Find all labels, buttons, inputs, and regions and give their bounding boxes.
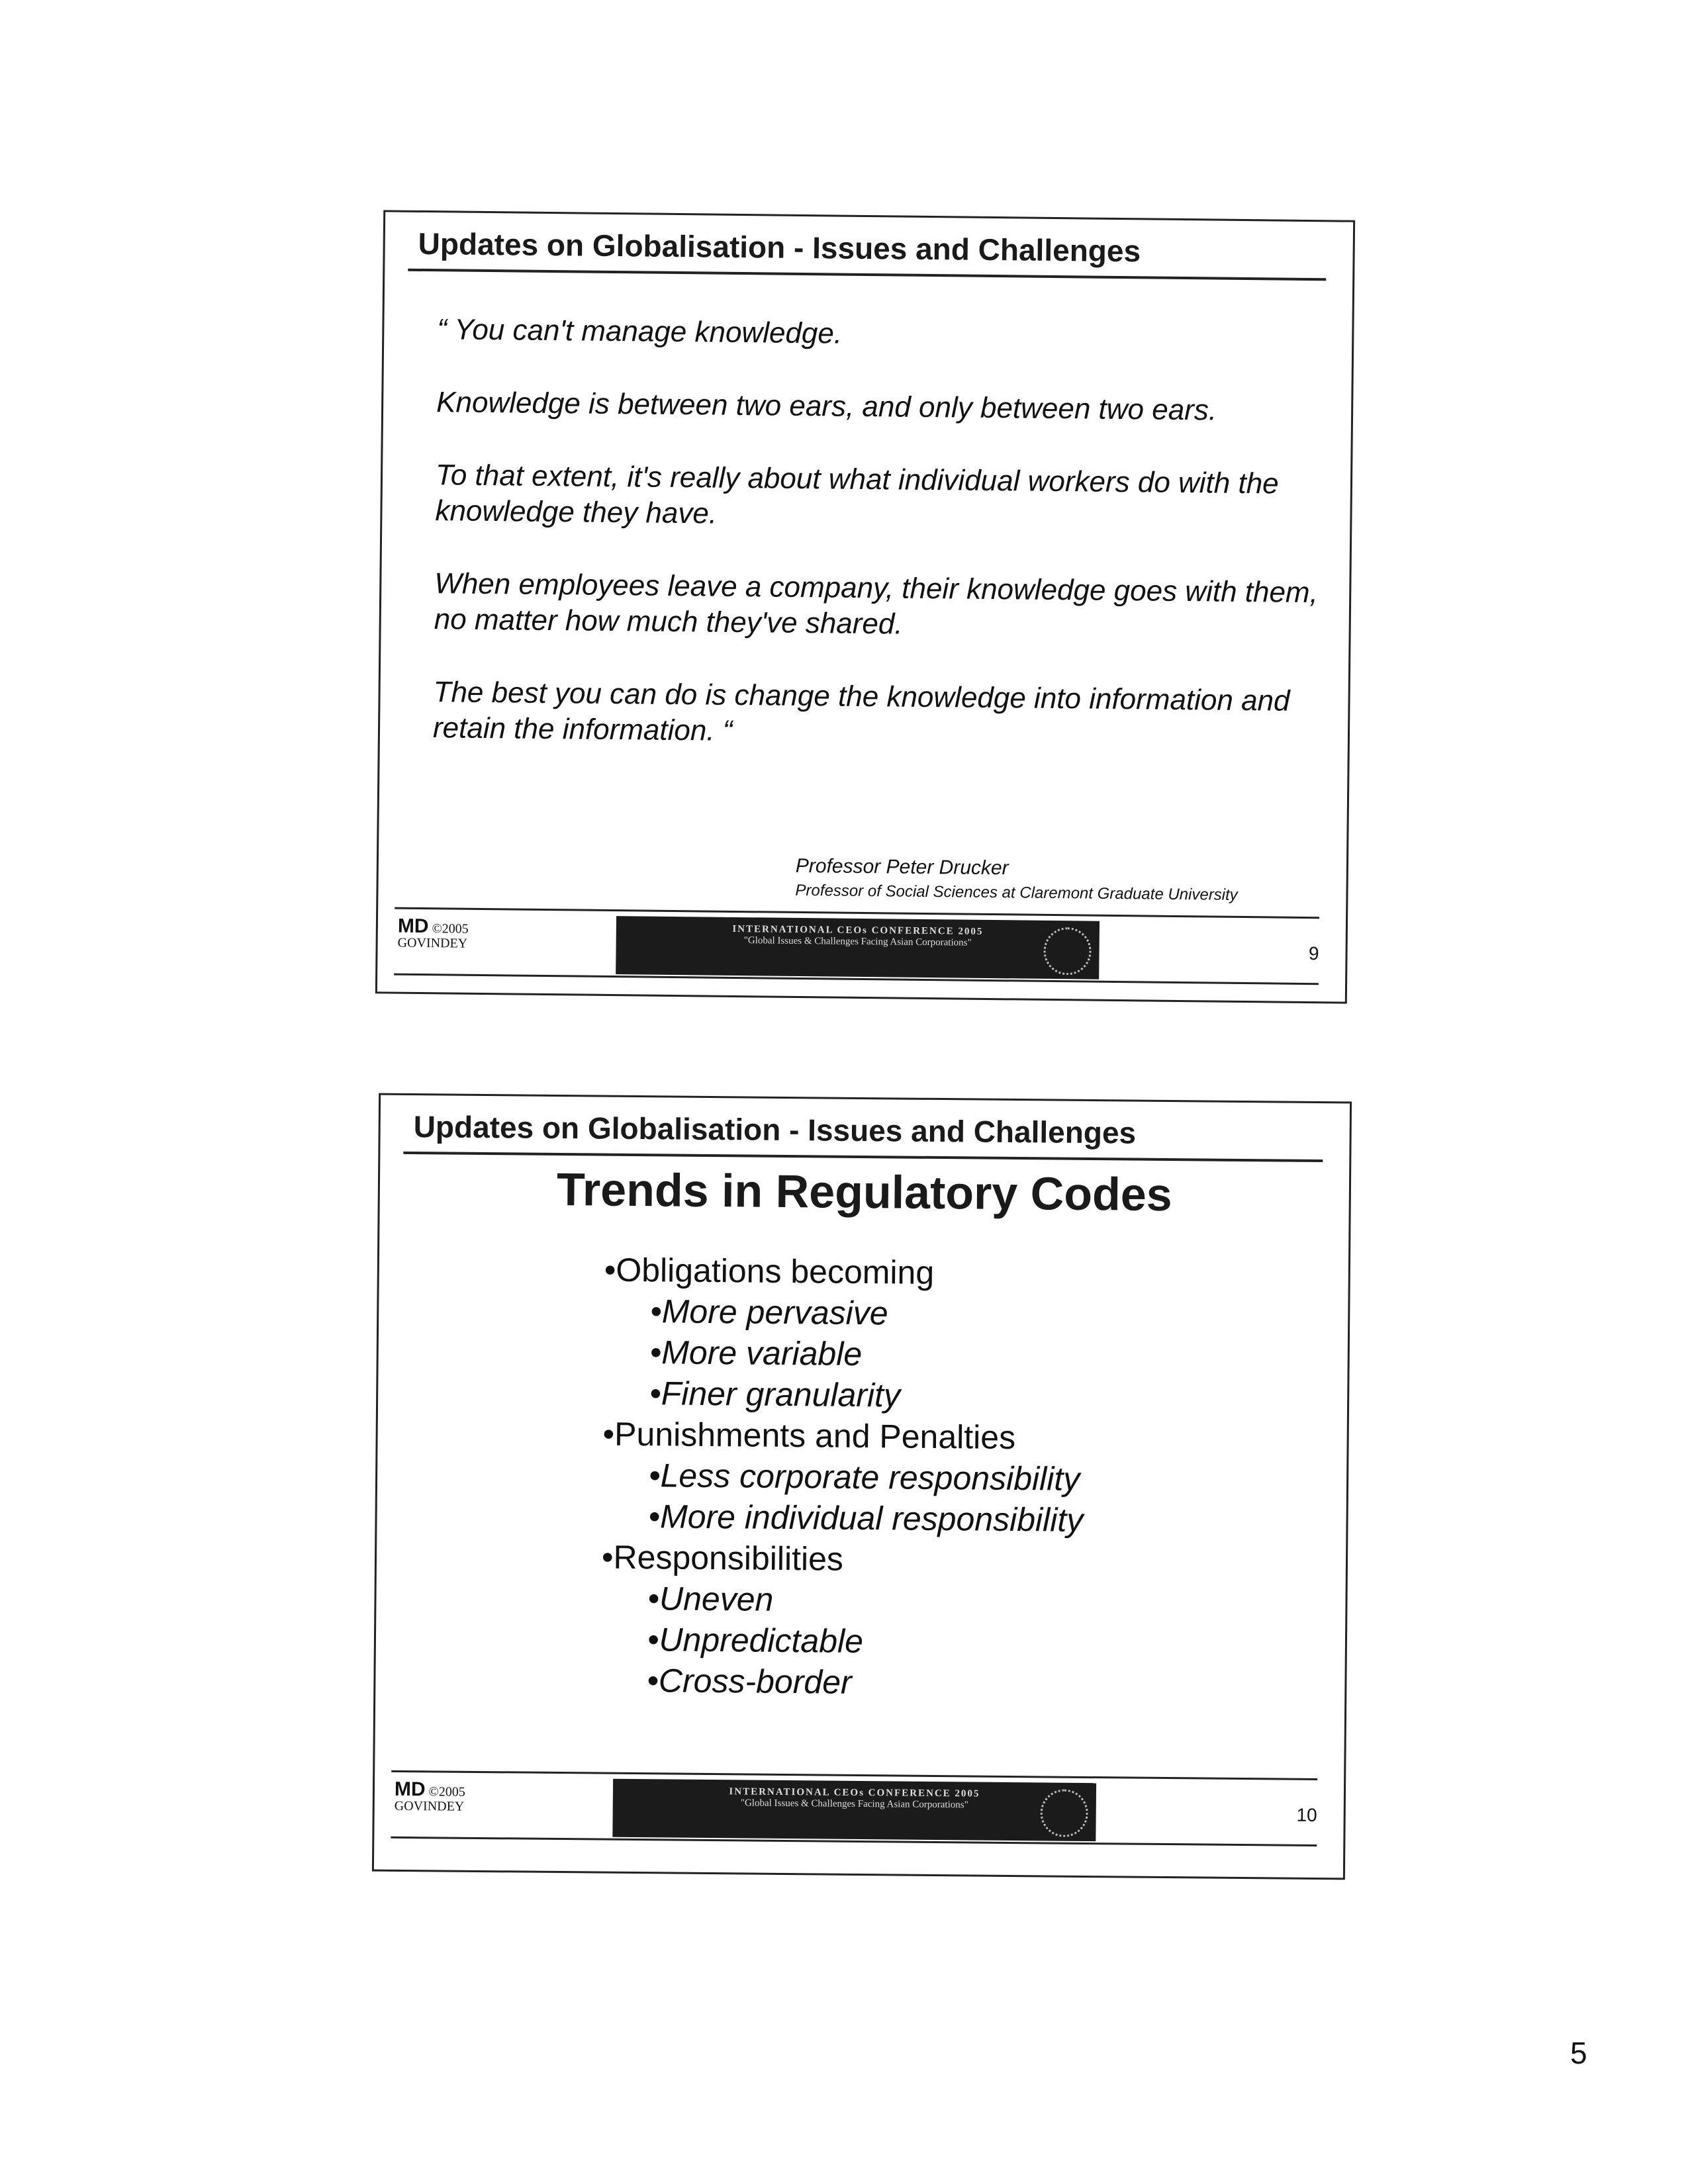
page-number: 5 [1570,2036,1587,2070]
logo-name: GOVINDEY [397,935,468,951]
slide-heading: Trends in Regulatory Codes [556,1163,1173,1221]
attribution [795,855,1238,905]
sub-bullet: •Cross-border [647,1662,852,1701]
logo-year: ©2005 [432,921,469,936]
affiliation: Professor of Social Sciences at Claremont Graduate University [795,881,1238,904]
title-rule [403,1152,1323,1162]
author: Professor Peter Drucker [795,854,1009,880]
bullet: •Obligations becoming [604,1251,935,1291]
sub-bullet: •More variable [649,1334,863,1373]
logo [394,1778,465,1814]
banner-subtitle: "Global Issues & Challenges Facing Asian Corporations" [740,1797,968,1811]
conference-banner [616,916,1100,979]
conference-banner [612,1779,1096,1841]
sub-bullet: •More individual responsibility [648,1498,1084,1539]
bullet: •Punishments and Penalties [602,1415,1016,1457]
logo [397,915,469,951]
logo-mark: MD [394,1778,426,1801]
logo-year: ©2005 [428,1784,465,1799]
footer-rule [395,907,1319,919]
quote-line: The best you can do is change the knowledge into information and retain the information. “ [432,676,1290,747]
quote-line: Knowledge is between two ears, and only between two ears. [436,386,1217,427]
seal-icon [1040,1789,1088,1837]
sub-bullet: •Finer granularity [649,1375,901,1414]
quote-line: “ You can't manage knowledge. [437,313,843,350]
slide-number: 10 [1296,1804,1317,1826]
slide-title: Updates on Globalisation - Issues and Challenges [418,226,1141,269]
footer-rule [391,1770,1317,1780]
slide-number: 9 [1308,943,1319,964]
quote-line: To that extent, it's really about what individual workers do with the knowledge they have. [435,459,1279,530]
banner-title: INTERNATIONAL CEOs CONFERENCE 2005 [729,1786,980,1799]
sub-bullet: •Uneven [647,1580,774,1618]
title-rule [408,269,1326,281]
logo-name: GOVINDEY [394,1798,465,1814]
logo-mark: MD [397,915,429,938]
quote [432,312,1324,792]
quote-line: When employees leave a company, their knowledge goes with them, no matter how much they've shared. [434,567,1319,641]
slide-9 [375,210,1355,1003]
slide-title: Updates on Globalisation - Issues and Challenges [413,1109,1137,1150]
bullet-list [600,1250,1086,1705]
sub-bullet: •Unpredictable [647,1621,864,1661]
bullet: •Responsibilities [601,1538,844,1578]
banner-title: INTERNATIONAL CEOs CONFERENCE 2005 [732,923,984,937]
slide-10 [372,1093,1352,1880]
sub-bullet: •More pervasive [650,1293,888,1332]
sub-bullet: •Less corporate responsibility [648,1457,1080,1498]
banner-subtitle: "Global Issues & Challenges Facing Asian Corporations" [743,935,972,948]
seal-icon [1043,927,1092,976]
